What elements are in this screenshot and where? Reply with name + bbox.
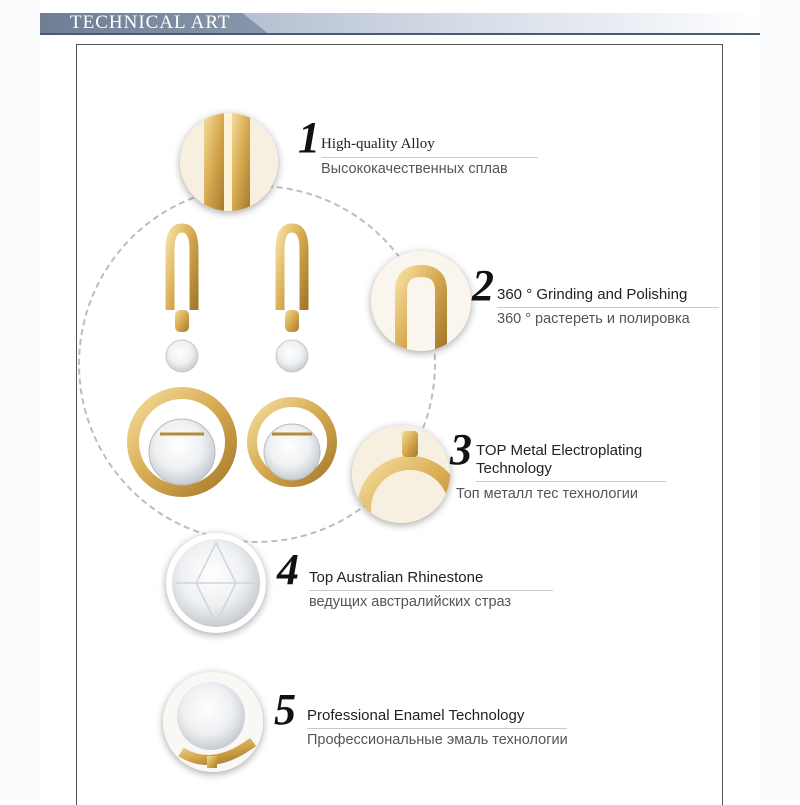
feature-2-title-ru: 360 ° растереть и полировка [497,311,690,327]
left-margin [0,0,40,800]
section-title: TECHNICAL ART [70,12,231,33]
feature-3-thumbnail [352,425,450,523]
feature-1-title-en: High-quality Alloy [321,136,435,152]
feature-3-number: 3 [450,425,472,474]
right-earring [252,228,332,482]
feature-4-number: 4 [277,545,299,594]
section-header [40,13,760,35]
feature-3-title-en: TOP Metal Electroplating [476,442,643,459]
feature-5-title-ru: Профессиональные эмаль технологии [307,732,568,748]
feature-4-thumbnail [166,533,266,633]
feature-3-title-en-line2: Technology [476,460,552,477]
feature-2-underline [497,307,719,308]
feature-1-thumbnail [180,113,278,211]
left-earring [133,228,231,491]
feature-1-underline [321,157,538,158]
feature-3-underline [476,481,666,482]
feature-4-title-ru: ведущих австралийских страз [309,594,512,610]
feature-3-title-ru: Топ металл тес технологии [456,486,638,502]
feature-4-underline [309,590,553,591]
feature-5-title-en: Professional Enamel Technology [307,707,525,724]
right-margin [760,0,800,800]
earrings-image [120,220,360,510]
feature-2-title-en: 360 ° Grinding and Polishing [497,286,688,303]
feature-5-thumbnail [163,672,263,772]
feature-4-title-en: Top Australian Rhinestone [309,569,484,586]
feature-5-number: 5 [274,685,296,734]
feature-1-title-ru: Высококачественных сплав [321,161,508,177]
feature-5-underline [307,728,567,729]
feature-2-number: 2 [472,261,494,310]
feature-1-number: 1 [298,113,320,162]
feature-2-thumbnail [371,251,471,351]
